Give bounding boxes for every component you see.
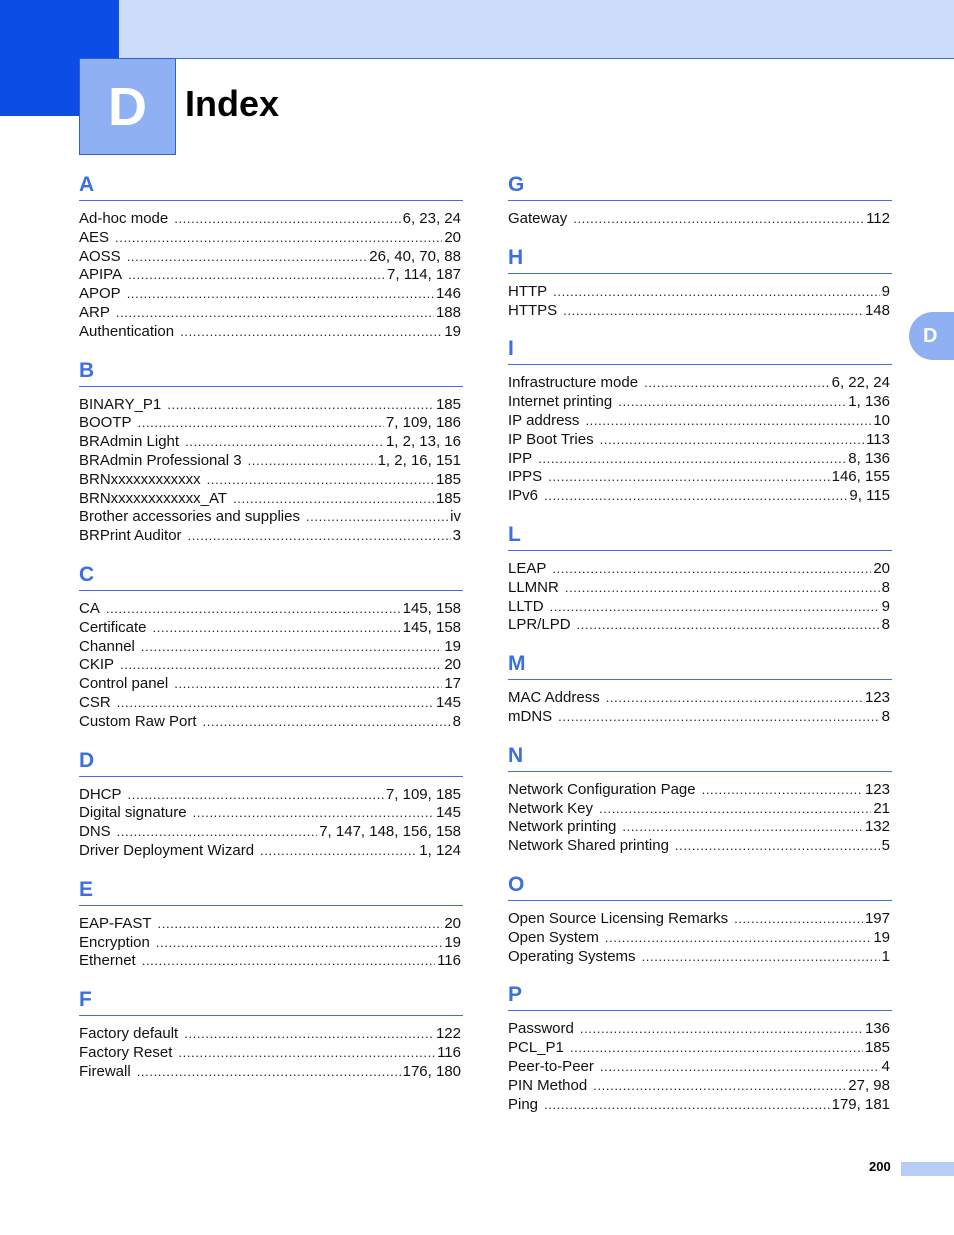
page-number: 200 [869, 1159, 891, 1174]
dot-leader [138, 414, 384, 433]
index-entry[interactable] [79, 934, 463, 953]
index-entry[interactable] [79, 304, 463, 323]
section-letter: E [79, 877, 463, 906]
index-pages[interactable]: 113 [866, 430, 890, 448]
dot-leader [137, 1063, 401, 1082]
index-entry[interactable] [508, 1020, 892, 1039]
index-term: ARP [79, 303, 110, 321]
index-entry[interactable] [508, 910, 892, 929]
index-pages[interactable]: 5 [881, 837, 890, 855]
index-entry[interactable] [508, 616, 892, 635]
index-term: PIN Method [508, 1076, 588, 1094]
index-entry[interactable] [508, 1077, 892, 1096]
dot-leader [178, 1044, 435, 1063]
index-entry[interactable] [508, 374, 892, 393]
dot-leader [675, 837, 880, 856]
index-pages[interactable]: 9, 115 [849, 487, 890, 505]
dot-leader [622, 818, 863, 837]
index-pages[interactable]: 8 [881, 707, 890, 725]
index-pages[interactable]: 20 [444, 656, 461, 674]
section-letter: C [79, 562, 463, 591]
index-term: BRNxxxxxxxxxxxx_AT [79, 489, 228, 507]
dot-leader [174, 210, 400, 229]
dot-leader [548, 468, 829, 487]
index-term: Ethernet [79, 952, 136, 970]
section-letter: I [508, 336, 892, 365]
index-entry[interactable] [508, 302, 892, 321]
index-column-right [508, 172, 892, 1130]
index-pages[interactable]: 136 [864, 1020, 890, 1038]
index-term: DNS [79, 823, 111, 841]
dot-leader [577, 616, 880, 635]
index-entry[interactable] [508, 431, 892, 450]
index-term: LEAP [508, 559, 547, 577]
index-pages[interactable]: 179, 181 [831, 1095, 890, 1113]
index-entry[interactable] [79, 675, 463, 694]
index-section-e [79, 877, 463, 971]
index-pages[interactable]: 26, 40, 70, 88 [369, 247, 461, 265]
index-term: Internet printing [508, 393, 613, 411]
index-pages[interactable]: 1 [881, 947, 890, 965]
index-term: Peer-to-Peer [508, 1057, 594, 1075]
dot-leader [550, 598, 880, 617]
index-entry[interactable] [79, 414, 463, 433]
index-term: BOOTP [79, 414, 132, 432]
index-term: EAP-FAST [79, 914, 152, 932]
index-section-a [79, 172, 463, 342]
index-pages[interactable]: 19 [444, 322, 461, 340]
index-pages[interactable]: 145, 158 [402, 618, 461, 636]
index-pages[interactable]: 20 [444, 914, 461, 932]
index-entry[interactable] [79, 600, 463, 619]
index-section-p [508, 982, 892, 1114]
index-pages[interactable]: 1, 2, 16, 151 [377, 451, 461, 469]
index-entry[interactable] [508, 781, 892, 800]
index-entry[interactable] [508, 560, 892, 579]
dot-leader [193, 804, 434, 823]
index-entry[interactable] [79, 396, 463, 415]
index-term: DHCP [79, 785, 122, 803]
section-letter: G [508, 172, 892, 201]
dot-leader [117, 823, 318, 842]
index-pages[interactable]: 116 [437, 1043, 461, 1061]
dot-leader [544, 487, 847, 506]
index-entry[interactable] [508, 1058, 892, 1077]
section-letter: A [79, 172, 463, 201]
dot-leader [544, 1096, 830, 1115]
index-pages[interactable]: 185 [435, 489, 461, 507]
index-term: Password [508, 1020, 574, 1038]
index-term: Operating Systems [508, 947, 636, 965]
section-letter: M [508, 651, 892, 680]
index-entry[interactable] [508, 818, 892, 837]
index-term: APOP [79, 285, 121, 303]
index-term: PCL_P1 [508, 1039, 564, 1057]
index-term: Infrastructure mode [508, 374, 639, 392]
index-pages[interactable]: 146 [435, 285, 461, 303]
index-entry[interactable] [79, 285, 463, 304]
index-section-l [508, 522, 892, 635]
dot-leader [203, 713, 451, 732]
section-letter: P [508, 982, 892, 1011]
index-pages[interactable]: 7, 114, 187 [387, 266, 461, 284]
index-term: Brother accessories and supplies [79, 508, 300, 526]
page-title: Index [185, 83, 280, 124]
index-term: Control panel [79, 675, 169, 693]
index-entry[interactable] [508, 800, 892, 819]
index-term: Encryption [79, 933, 150, 951]
dot-leader [606, 689, 863, 708]
index-entry[interactable] [508, 283, 892, 302]
index-entry[interactable] [79, 713, 463, 732]
index-column-left [79, 172, 463, 1098]
index-entry[interactable] [508, 450, 892, 469]
index-term: IP address [508, 411, 580, 429]
index-section-c [79, 562, 463, 732]
index-term: AES [79, 228, 110, 246]
index-pages[interactable]: 21 [873, 799, 890, 817]
dot-leader [184, 1025, 434, 1044]
index-pages[interactable]: 132 [864, 818, 890, 836]
index-pages[interactable]: 7, 147, 148, 156, 158 [319, 823, 461, 841]
index-pages[interactable]: 176, 180 [402, 1062, 461, 1080]
index-term: Channel [79, 637, 135, 655]
index-pages[interactable]: iv [450, 508, 461, 526]
index-term: CKIP [79, 656, 115, 674]
dot-leader [156, 934, 442, 953]
index-term: Driver Deployment Wizard [79, 841, 255, 859]
index-term: BRPrint Auditor [79, 527, 182, 545]
index-pages[interactable]: 116 [437, 952, 461, 970]
index-term: BRNxxxxxxxxxxxx [79, 470, 201, 488]
index-pages[interactable]: 20 [444, 228, 461, 246]
dot-leader [599, 800, 871, 819]
index-term: LLTD [508, 597, 544, 615]
index-term: Custom Raw Port [79, 712, 197, 730]
dot-leader [306, 508, 448, 527]
section-letter: F [79, 987, 463, 1016]
dot-leader [120, 656, 442, 675]
index-entry[interactable] [79, 823, 463, 842]
dot-leader [233, 490, 434, 509]
dot-leader [642, 948, 880, 967]
dot-leader [553, 283, 879, 302]
index-term: Open System [508, 928, 599, 946]
dot-leader [702, 781, 863, 800]
index-pages[interactable]: 122 [435, 1025, 461, 1043]
dot-leader [618, 393, 846, 412]
index-entry[interactable] [508, 412, 892, 431]
index-entry[interactable] [508, 210, 892, 229]
chapter-letter-box [79, 58, 176, 155]
dot-leader [158, 915, 443, 934]
dot-leader [153, 619, 401, 638]
index-entry[interactable] [79, 229, 463, 248]
index-term: Network Shared printing [508, 837, 669, 855]
dot-leader [115, 229, 442, 248]
index-entry[interactable] [79, 452, 463, 471]
index-entry[interactable] [508, 393, 892, 412]
index-pages[interactable]: 185 [435, 395, 461, 413]
index-entry[interactable] [79, 638, 463, 657]
index-term: BINARY_P1 [79, 395, 162, 413]
section-letter: B [79, 358, 463, 387]
index-term: CSR [79, 693, 111, 711]
header-band [0, 0, 954, 59]
dot-leader [117, 694, 434, 713]
index-entry[interactable] [79, 786, 463, 805]
dot-leader [605, 929, 871, 948]
index-entry[interactable] [79, 952, 463, 971]
index-entry[interactable] [508, 468, 892, 487]
index-pages[interactable]: 8, 136 [848, 449, 890, 467]
index-term: BRAdmin Light [79, 433, 180, 451]
index-term: Digital signature [79, 804, 187, 822]
index-pages[interactable]: 188 [435, 303, 461, 321]
index-term: Certificate [79, 618, 147, 636]
index-section-f [79, 987, 463, 1081]
section-letter: H [508, 245, 892, 274]
index-entry[interactable] [79, 804, 463, 823]
index-entry[interactable] [79, 694, 463, 713]
dot-leader [174, 675, 442, 694]
index-entry[interactable] [508, 708, 892, 727]
dot-leader [260, 842, 417, 861]
index-entry[interactable] [508, 1039, 892, 1058]
index-section-o [508, 872, 892, 966]
index-section-d [79, 748, 463, 861]
dot-leader [116, 304, 434, 323]
index-pages[interactable]: 6, 22, 24 [831, 374, 890, 392]
index-entry[interactable] [79, 266, 463, 285]
index-entry[interactable] [79, 656, 463, 675]
index-pages[interactable]: 145 [435, 693, 461, 711]
index-term: Open Source Licensing Remarks [508, 909, 729, 927]
index-pages[interactable]: 20 [873, 559, 890, 577]
index-pages[interactable]: 19 [873, 928, 890, 946]
index-section-g [508, 172, 892, 229]
index-entry[interactable] [79, 471, 463, 490]
dot-leader [128, 266, 385, 285]
index-term: IPP [508, 449, 533, 467]
dot-leader [644, 374, 830, 393]
index-entry[interactable] [508, 487, 892, 506]
index-pages[interactable]: 145, 158 [402, 599, 461, 617]
dot-leader [142, 952, 435, 971]
dot-leader [188, 527, 451, 546]
index-pages[interactable]: 123 [864, 780, 890, 798]
index-entry[interactable] [79, 1063, 463, 1082]
section-letter: L [508, 522, 892, 551]
index-pages[interactable]: 4 [881, 1057, 890, 1075]
index-term: Factory default [79, 1025, 179, 1043]
index-term: APIPA [79, 266, 123, 284]
dot-leader [565, 579, 880, 598]
index-term: BRAdmin Professional 3 [79, 451, 242, 469]
index-term: Ad-hoc mode [79, 210, 169, 227]
index-entry[interactable] [508, 837, 892, 856]
index-term: IPPS [508, 468, 543, 486]
index-pages[interactable]: 112 [866, 210, 890, 227]
index-term: LLMNR [508, 578, 559, 596]
index-section-n [508, 743, 892, 856]
dot-leader [106, 600, 401, 619]
index-pages[interactable]: 9 [881, 597, 890, 615]
index-entry[interactable] [79, 248, 463, 267]
dot-leader [167, 396, 434, 415]
index-pages[interactable]: 17 [444, 675, 461, 693]
section-letter: O [508, 872, 892, 901]
index-pages[interactable]: 27, 98 [848, 1076, 890, 1094]
index-pages[interactable]: 185 [435, 470, 461, 488]
index-entry[interactable] [79, 1025, 463, 1044]
index-pages[interactable]: 145 [435, 804, 461, 822]
index-term: HTTP [508, 282, 548, 300]
index-entry[interactable] [79, 210, 463, 229]
index-pages[interactable]: 8 [881, 616, 890, 634]
index-entry[interactable] [79, 323, 463, 342]
index-pages[interactable]: 10 [873, 411, 890, 429]
index-entry[interactable] [79, 433, 463, 452]
index-pages[interactable]: 8 [452, 712, 461, 730]
index-term: HTTPS [508, 301, 558, 319]
index-pages[interactable]: 123 [864, 689, 890, 707]
index-entry[interactable] [79, 508, 463, 527]
index-pages[interactable]: 1, 2, 13, 16 [385, 433, 461, 451]
index-pages[interactable]: 6, 23, 24 [402, 210, 461, 227]
index-term: Network Key [508, 799, 594, 817]
index-section-b [79, 358, 463, 546]
index-pages[interactable]: 1, 136 [848, 393, 890, 411]
index-entry[interactable] [508, 689, 892, 708]
index-entry[interactable] [79, 842, 463, 861]
index-entry[interactable] [508, 598, 892, 617]
section-letter: D [79, 748, 463, 777]
page-number-bar [901, 1162, 954, 1176]
index-term: Gateway [508, 210, 568, 227]
index-entry[interactable] [508, 579, 892, 598]
index-entry[interactable] [79, 619, 463, 638]
section-letter: N [508, 743, 892, 772]
index-term: Network Configuration Page [508, 780, 696, 798]
index-section-m [508, 651, 892, 727]
dot-leader [558, 708, 879, 727]
index-entry[interactable] [508, 929, 892, 948]
index-entry[interactable] [79, 490, 463, 509]
index-pages[interactable]: 185 [864, 1039, 890, 1057]
index-pages[interactable]: 7, 109, 186 [385, 414, 461, 432]
dot-leader [538, 450, 846, 469]
index-section-h [508, 245, 892, 321]
index-term: CA [79, 599, 100, 617]
index-term: Network printing [508, 818, 617, 836]
chapter-side-tab[interactable] [909, 312, 954, 360]
index-term: MAC Address [508, 689, 600, 707]
index-pages[interactable]: 1, 124 [419, 841, 461, 859]
index-entry[interactable] [79, 1044, 463, 1063]
index-term: Authentication [79, 322, 175, 340]
dot-leader [207, 471, 434, 490]
dot-leader [141, 638, 442, 657]
dot-leader [180, 323, 442, 342]
chapter-letter: D [108, 76, 147, 137]
index-term: mDNS [508, 707, 553, 725]
index-pages[interactable]: 19 [444, 933, 461, 951]
dot-leader [580, 1020, 863, 1039]
dot-leader [600, 1058, 880, 1077]
index-term: Factory Reset [79, 1043, 173, 1061]
index-pages[interactable]: 197 [864, 909, 890, 927]
index-entry[interactable] [79, 915, 463, 934]
index-term: LPR/LPD [508, 616, 571, 634]
dot-leader [552, 560, 871, 579]
side-tab-label: D [923, 324, 938, 347]
index-pages[interactable]: 8 [881, 578, 890, 596]
dot-leader [585, 412, 871, 431]
dot-leader [563, 302, 863, 321]
index-section-i [508, 336, 892, 506]
index-pages[interactable]: 19 [444, 637, 461, 655]
dot-leader [600, 431, 864, 450]
dot-leader [570, 1039, 863, 1058]
dot-leader [185, 433, 384, 452]
dot-leader [593, 1077, 846, 1096]
index-entry[interactable] [79, 527, 463, 546]
index-term: IPv6 [508, 487, 539, 505]
index-entry[interactable] [508, 1096, 892, 1115]
dot-leader [734, 910, 863, 929]
dot-leader [127, 248, 368, 267]
index-pages[interactable]: 9 [881, 282, 890, 300]
dot-leader [573, 210, 864, 229]
dot-leader [127, 285, 434, 304]
index-term: Firewall [79, 1062, 131, 1080]
index-term: AOSS [79, 247, 121, 265]
dot-leader [128, 786, 384, 805]
index-term: Ping [508, 1095, 539, 1113]
index-pages[interactable]: 146, 155 [831, 468, 890, 486]
index-pages[interactable]: 7, 109, 185 [385, 785, 461, 803]
index-entry[interactable] [508, 948, 892, 967]
index-term: IP Boot Tries [508, 430, 594, 448]
index-pages[interactable]: 148 [864, 301, 890, 319]
dot-leader [248, 452, 376, 471]
index-pages[interactable]: 3 [452, 527, 461, 545]
